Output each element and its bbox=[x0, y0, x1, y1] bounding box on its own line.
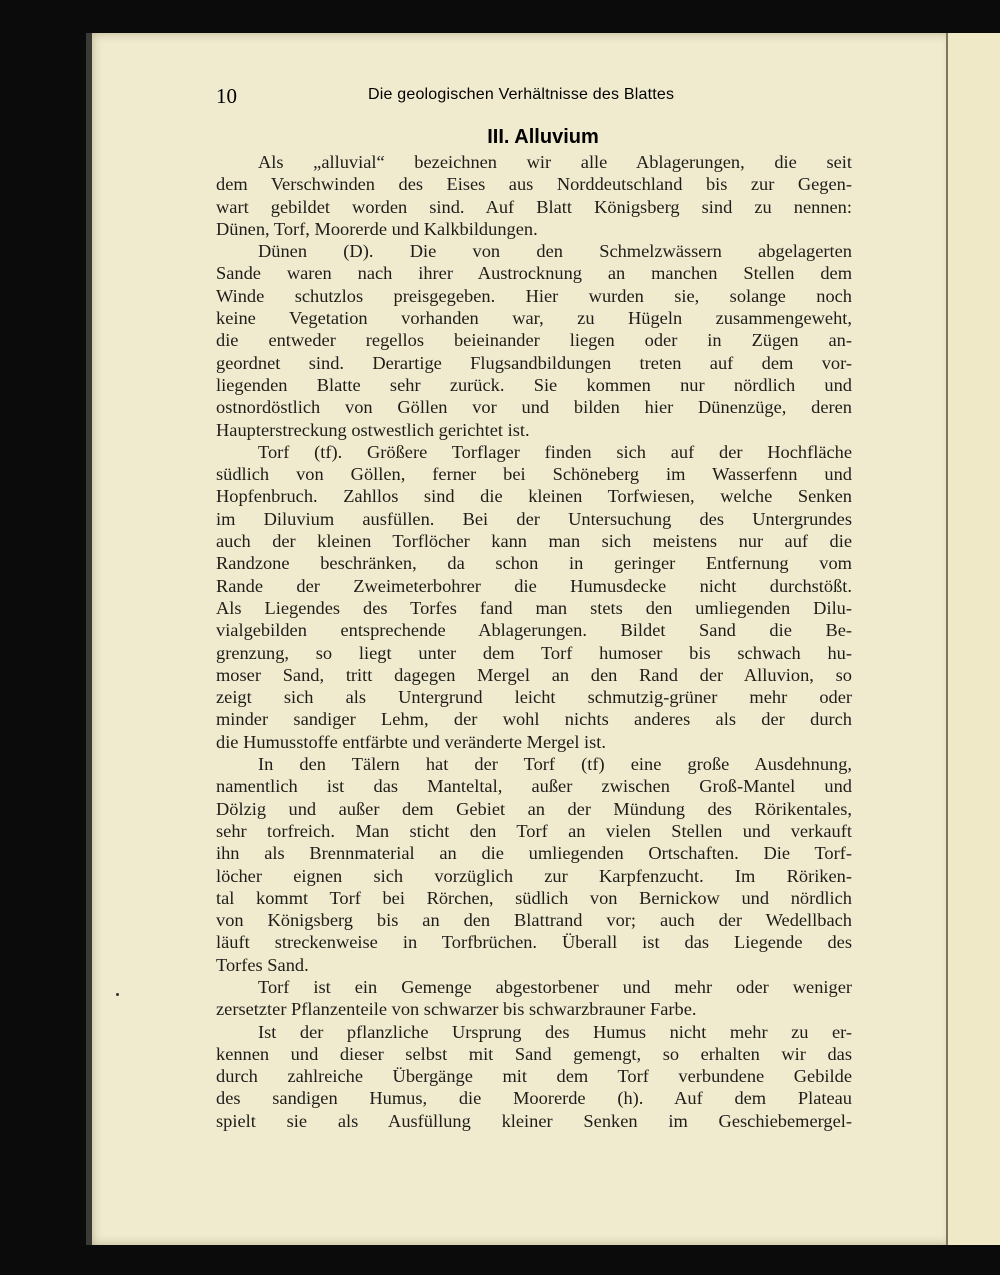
text-line: läuft streckenweise in Torfbrüchen. Überall ist das Liegende des bbox=[216, 932, 852, 953]
text-line: liegenden Blatte sehr zurück. Sie kommen nur nördlich und bbox=[216, 374, 852, 395]
text-line: Hopfenbruch. Zahllos sind die kleinen Torfwiesen, welche Senken bbox=[216, 486, 852, 507]
text-line: vialgebilden entsprechende Ablagerungen. Bildet Sand die Be- bbox=[216, 620, 852, 641]
text-line: tal kommt Torf bei Rörchen, südlich von Bernickow und nördlich bbox=[216, 887, 852, 908]
text-line: spielt sie als Ausfüllung kleiner Senken im Geschiebemergel- bbox=[216, 1110, 852, 1131]
margin-speck bbox=[116, 993, 119, 996]
text-line: minder sandiger Lehm, der wohl nichts anderes als der durch bbox=[216, 709, 852, 730]
text-line: löcher eignen sich vorzüglich zur Karpfenzucht. Im Röriken- bbox=[216, 865, 852, 886]
text-line: geordnet sind. Derartige Flugsandbildungen treten auf dem vor- bbox=[216, 352, 852, 373]
text-line: Dünen, Torf, Moorerde und Kalkbildungen. bbox=[216, 218, 538, 239]
text-line: südlich von Göllen, ferner bei Schöneberg im Wasserfenn und bbox=[216, 464, 852, 485]
text-line: keine Vegetation vorhanden war, zu Hügeln zusammengeweht, bbox=[216, 308, 852, 329]
text-line: kennen und dieser selbst mit Sand gemengt, so erhalten wir das bbox=[216, 1043, 852, 1064]
text-line: Torf (tf). Größere Torflager finden sich auf der Hochfläche bbox=[258, 441, 852, 462]
text-line: Als Liegendes des Torfes fand man stets den umliegenden Dilu- bbox=[216, 597, 852, 618]
body-text bbox=[216, 151, 852, 1132]
text-line: Torf ist ein Gemenge abgestorbener und mehr oder weniger bbox=[258, 976, 852, 997]
text-line: Rande der Zweimeterbohrer die Humusdecke nicht durchstößt. bbox=[216, 575, 852, 596]
text-line: Randzone beschränken, da schon in geringer Entfernung vom bbox=[216, 553, 852, 574]
text-line: auch der kleinen Torflöcher kann man sich meistens nur auf die bbox=[216, 531, 852, 552]
text-line: In den Tälern hat der Torf (tf) eine große Ausdehnung, bbox=[258, 754, 852, 775]
text-line: Haupterstreckung ostwestlich gerichtet ist. bbox=[216, 419, 530, 440]
page-header bbox=[216, 84, 852, 108]
text-line: grenzung, so liegt unter dem Torf humoser bis schwach hu- bbox=[216, 642, 852, 663]
text-line: Torfes Sand. bbox=[216, 954, 309, 975]
text-line: Winde schutzlos preisgegeben. Hier wurden sie, solange noch bbox=[216, 285, 852, 306]
adjacent-page-edge bbox=[946, 33, 1000, 1245]
running-head: Die geologischen Verhältnisse des Blattes bbox=[368, 86, 675, 103]
text-line: ostnordöstlich von Göllen vor und bilden hier Dünenzüge, deren bbox=[216, 397, 852, 418]
text-line: sehr torfreich. Man sticht den Torf an vielen Stellen und verkauft bbox=[216, 820, 852, 841]
text-line: wart gebildet worden sind. Auf Blatt Königsberg sind zu nennen: bbox=[216, 196, 852, 217]
text-line: die entweder regellos beieinander liegen oder in Zügen an- bbox=[216, 330, 852, 351]
text-line: im Diluvium ausfüllen. Bei der Untersuchung des Untergrundes bbox=[216, 508, 852, 529]
text-line: zeigt sich als Untergrund leicht schmutzig-grüner mehr oder bbox=[216, 687, 852, 708]
page-number: 10 bbox=[216, 84, 237, 108]
text-line: durch zahlreiche Übergänge mit dem Torf verbundene Gebilde bbox=[216, 1066, 852, 1087]
text-line: Sande waren nach ihrer Austrocknung an manchen Stellen dem bbox=[216, 263, 852, 284]
text-line: namentlich ist das Manteltal, außer zwischen Groß-Mantel und bbox=[216, 776, 852, 797]
text-line: die Humusstoffe entfärbte und veränderte Mergel ist. bbox=[216, 731, 607, 752]
text-line: des sandigen Humus, die Moorerde (h). Auf dem Plateau bbox=[216, 1088, 852, 1109]
text-line: von Königsberg bis an den Blattrand vor; auch der Wedellbach bbox=[216, 910, 852, 931]
text-line: dem Verschwinden des Eises aus Norddeutschland bis zur Gegen- bbox=[216, 174, 852, 195]
page-gutter-shadow bbox=[86, 33, 92, 1245]
text-line: ihn als Brennmaterial an die umliegenden Ortschaften. Die Torf- bbox=[216, 843, 852, 864]
text-line: Dünen (D). Die von den Schmelzwässern abgelagerten bbox=[258, 241, 852, 262]
section-title: III. Alluvium bbox=[487, 126, 599, 148]
text-line: Dölzig und außer dem Gebiet an der Mündung des Rörikentales, bbox=[216, 798, 852, 819]
text-line: zersetzter Pflanzenteile von schwarzer bis schwarzbrauner Farbe. bbox=[216, 999, 697, 1020]
text-line: moser Sand, tritt dagegen Mergel an den Rand der Alluvion, so bbox=[216, 664, 852, 685]
text-line: Als „alluvial“ bezeichnen wir alle Ablagerungen, die seit bbox=[258, 152, 852, 172]
text-line: Ist der pflanzliche Ursprung des Humus nicht mehr zu er- bbox=[258, 1021, 852, 1042]
